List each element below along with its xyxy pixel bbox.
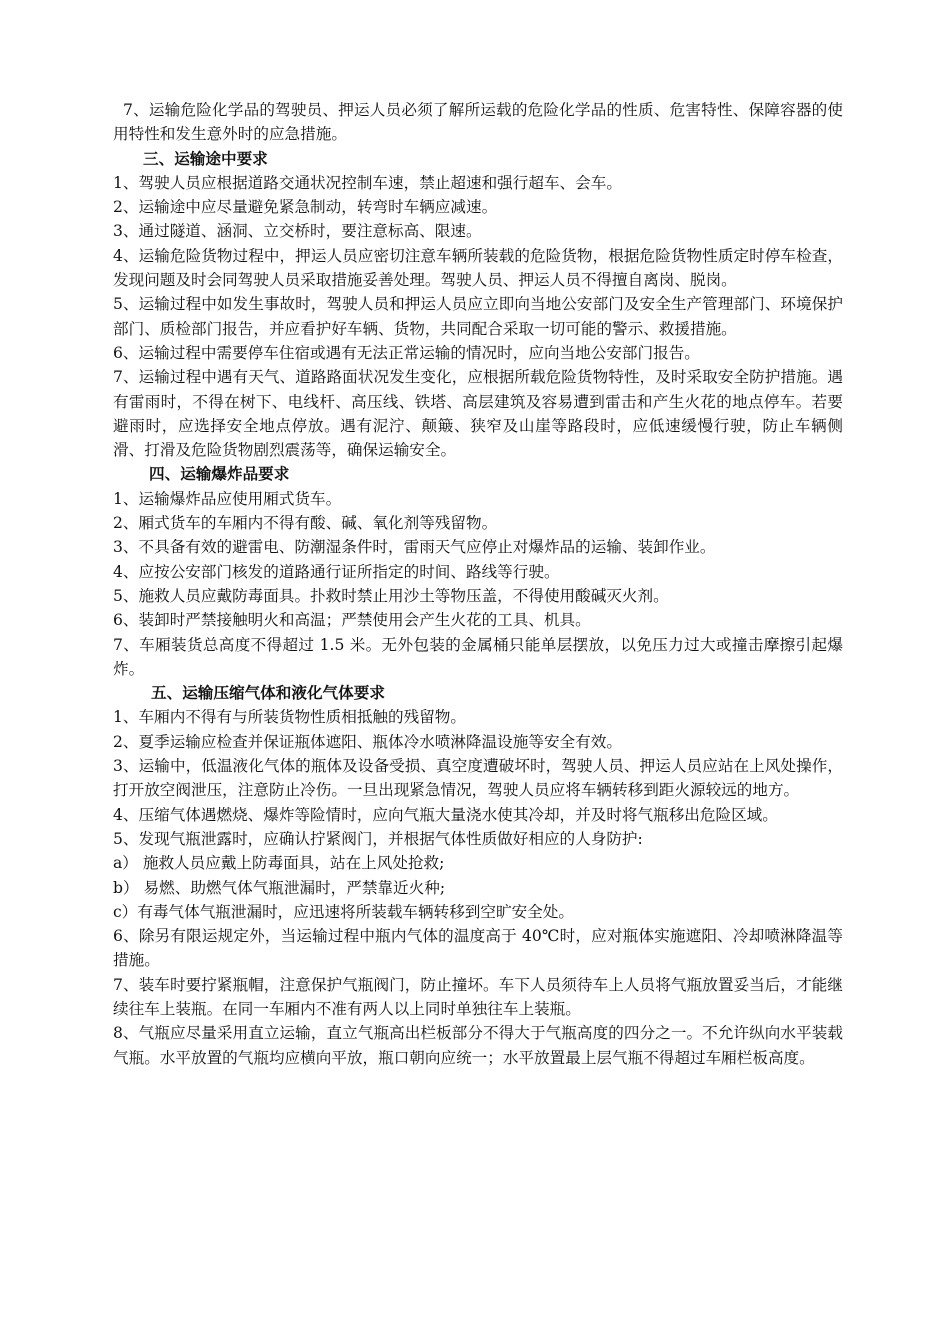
paragraph: 3、不具备有效的避雷电、防潮湿条件时，雷雨天气应停止对爆炸品的运输、装卸作业。 bbox=[113, 538, 716, 557]
paragraph: 4、压缩气体遇燃烧、爆炸等险情时，应向气瓶大量浇水使其冷却，并及时将气瓶移出危险区域。 bbox=[113, 805, 778, 824]
paragraph: 2、夏季运输应检查并保证瓶体遮阳、瓶体冷水喷淋降温设施等安全有效。 bbox=[113, 732, 622, 751]
paragraph: 4、运输危险货物过程中，押运人员应密切注意车辆所装载的危险货物，根据危险货物性质定时停车检查，发现问题及时会同驾驶人员采取措施妥善处理。驾驶人员、押运人员不得擅自离岗、脱岗。 bbox=[113, 246, 843, 290]
paragraph: 1、运输爆炸品应使用厢式货车。 bbox=[113, 489, 342, 508]
paragraph: 6、除另有限运规定外，当运输过程中瓶内气体的温度高于 40℃时，应对瓶体实施遮阳、冷却喷淋降温等措施。 bbox=[113, 927, 843, 970]
paragraph: 4、应按公安部门核发的道路通行证所指定的时间、路线等行驶。 bbox=[113, 562, 560, 581]
section-heading: 三、运输途中要求 bbox=[143, 148, 268, 168]
paragraph: 3、通过隧道、涵洞、立交桥时，要注意标高、限速。 bbox=[113, 222, 482, 241]
paragraph: 7、装车时要拧紧瓶帽，注意保护气瓶阀门，防止撞坏。车下人员须待车上人员将气瓶放置妥当后，才能继续往车上装瓶。在同一车厢内不准有两人以上同时单独往车上装瓶。 bbox=[113, 975, 843, 1018]
section-heading: 五、运输压缩气体和液化气体要求 bbox=[151, 683, 385, 703]
paragraph: 8、气瓶应尽量采用直立运输，直立气瓶高出栏板部分不得大于气瓶高度的四分之一。不允许纵向水平装载气瓶。水平放置的气瓶均应横向平放，瓶口朝向应统一；水平放置最上层气瓶不得超过车厢栏板高度。 bbox=[113, 1024, 843, 1067]
paragraph: 6、装卸时严禁接触明火和高温；严禁使用会产生火花的工具、机具。 bbox=[113, 611, 591, 630]
list-item: c）有毒气体气瓶泄漏时，应迅速将所装载车辆转移到空旷安全处。 bbox=[113, 902, 574, 921]
list-item: a） 施救人员应戴上防毒面具，站在上风处抢救; bbox=[113, 854, 445, 873]
section-heading: 四、运输爆炸品要求 bbox=[149, 464, 290, 484]
paragraph: 6、运输过程中需要停车住宿或遇有无法正常运输的情况时，应向当地公安部门报告。 bbox=[113, 343, 700, 362]
paragraph: 5、施救人员应戴防毒面具。扑救时禁止用沙土等物压盖，不得使用酸碱灭火剂。 bbox=[113, 586, 669, 605]
paragraph: 7、车厢装货总高度不得超过 1.5 米。无外包装的金属桶只能单层摆放，以免压力过大或撞击摩擦引起爆炸。 bbox=[113, 635, 843, 678]
paragraph: 2、运输途中应尽量避免紧急制动，转弯时车辆应减速。 bbox=[113, 198, 498, 217]
paragraph: 5、发现气瓶泄露时，应确认拧紧阀门，并根据气体性质做好相应的人身防护: bbox=[113, 829, 643, 848]
paragraph: 5、运输过程中如发生事故时，驾驶人员和押运人员应立即向当地公安部门及安全生产管理部门、环境保护部门、质检部门报告，并应看护好车辆、货物，共同配合采取一切可能的警示、救援措施。 bbox=[113, 295, 843, 338]
paragraph: 1、驾驶人员应根据道路交通状况控制车速，禁止超速和强行超车、会车。 bbox=[113, 173, 622, 192]
paragraph: 1、车厢内不得有与所装货物性质相抵触的残留物。 bbox=[113, 708, 466, 727]
paragraph: 3、运输中，低温液化气体的瓶体及设备受损、真空度遭破坏时，驾驶人员、押运人员应站在上风处操作，打开放空阀泄压，注意防止冷伤。一旦出现紧急情况，驾驶人员应将车辆转移到距火源较远的地方。 bbox=[113, 757, 843, 800]
intro-paragraph: 7、运输危险化学品的驾驶员、押运人员必须了解所运载的危险化学品的性质、危害特性、保障容器的使用特性和发生意外时的应急措施。 bbox=[113, 101, 843, 144]
paragraph: 7、运输过程中遇有天气、道路路面状况发生变化，应根据所载危险货物特性，及时采取安全防护措施。遇有雷雨时，不得在树下、电线杆、高压线、铁塔、高层建筑及容易遭到雷击和产生火花的地点停车。若要避雨时，应选择安全地点停放。遇有泥泞、颠簸、狭窄及山崖等路段时，应低速缓慢行驶，防止车辆侧滑、打滑及危险货物剧烈震荡等，确保运输安全。 bbox=[113, 368, 843, 460]
document-body bbox=[113, 98, 843, 1070]
list-item: b） 易燃、助燃气体气瓶泄漏时，严禁靠近火种; bbox=[113, 878, 446, 897]
paragraph: 2、厢式货车的车厢内不得有酸、碱、氧化剂等残留物。 bbox=[113, 514, 498, 533]
